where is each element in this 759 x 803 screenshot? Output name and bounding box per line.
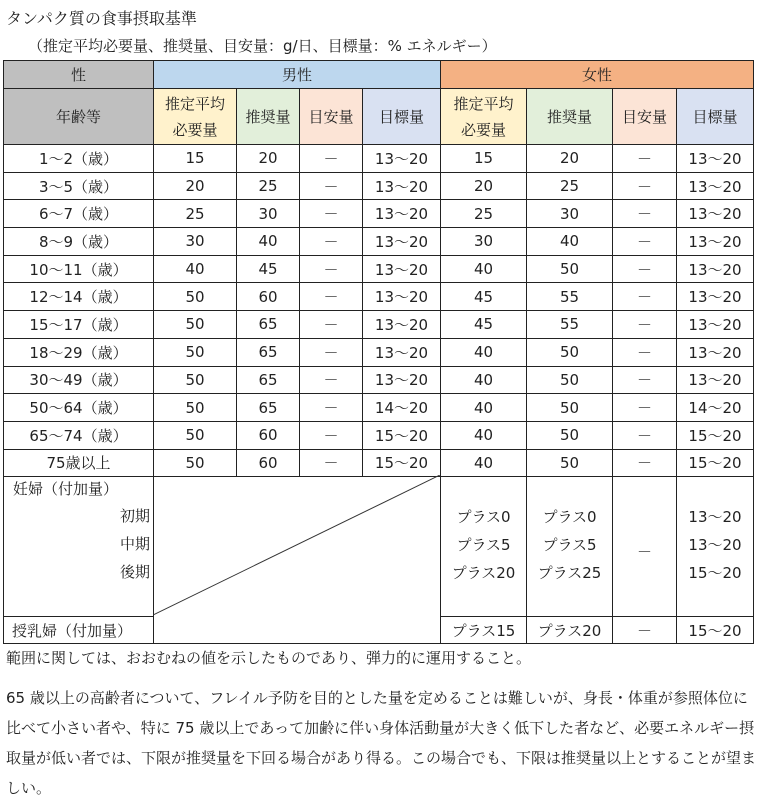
value: プラス25 [537, 564, 602, 583]
cell-f-rda: 55 [527, 283, 613, 311]
cell-f-ai: － [613, 255, 677, 283]
cell-m-ear: 50 [154, 283, 237, 311]
cell-f-dg: 13～20 [677, 172, 754, 200]
pregnant-label-cell [4, 477, 154, 617]
cell-m-rda: 60 [237, 421, 300, 449]
header-male-rda: 推奨量 [237, 89, 300, 145]
value: 13～20 [688, 508, 742, 527]
cell-m-rda: 60 [237, 449, 300, 477]
cell-m-ear: 15 [154, 145, 237, 173]
header-female-ai: 目安量 [613, 89, 677, 145]
cell-age: 12～14（歳） [4, 283, 154, 311]
cell-f-ear: 45 [441, 283, 527, 311]
cell-f-rda: 25 [527, 172, 613, 200]
cell-f-ai: － [613, 394, 677, 422]
cell-f-rda: 50 [527, 449, 613, 477]
cell-m-ai: － [300, 255, 363, 283]
header-row-sex [4, 61, 754, 89]
cell-m-dg: 15～20 [363, 421, 441, 449]
note-range: 範囲に関しては、おおむねの値を示したものであり、弾力的に運用すること。 [6, 649, 532, 667]
cell-f-ear: 40 [441, 449, 527, 477]
table-row [4, 228, 754, 256]
pregnant-label: 妊婦（付加量） [13, 480, 119, 499]
cell-m-rda: 60 [237, 283, 300, 311]
cell-f-dg: 15～20 [677, 421, 754, 449]
cell-m-ear: 20 [154, 172, 237, 200]
header-row-columns [4, 89, 754, 145]
table-row [4, 145, 754, 173]
cell-f-ai: － [613, 172, 677, 200]
cell-f-rda: 50 [527, 366, 613, 394]
cell-f-dg: 14～20 [677, 394, 754, 422]
cell-m-ai: － [300, 200, 363, 228]
table-row [4, 366, 754, 394]
cell-f-ear: 30 [441, 228, 527, 256]
cell-f-dg: 13～20 [677, 283, 754, 311]
cell-m-rda: 65 [237, 338, 300, 366]
cell-f-dg: 13～20 [677, 145, 754, 173]
cell-m-rda: 25 [237, 172, 300, 200]
cell-age: 18～29（歳） [4, 338, 154, 366]
cell-age: 1～2（歳） [4, 145, 154, 173]
cell-m-dg: 13～20 [363, 338, 441, 366]
cell-f-rda: 55 [527, 311, 613, 339]
cell-f-ear: 40 [441, 394, 527, 422]
header-female-ear [441, 89, 527, 145]
cell-f-dg: 13～20 [677, 366, 754, 394]
cell-m-dg: 13～20 [363, 255, 441, 283]
pregnant-mid-label: 中期 [119, 535, 150, 554]
cell-age: 50～64（歳） [4, 394, 154, 422]
protein-intake-table [3, 60, 754, 644]
cell-f-ai: － [613, 283, 677, 311]
cell-f-dg: 15～20 [677, 449, 754, 477]
cell-age: 3～5（歳） [4, 172, 154, 200]
cell-f-dg: 13～20 [677, 228, 754, 256]
cell-m-ear: 40 [154, 255, 237, 283]
table-row [4, 255, 754, 283]
cell-m-rda: 45 [237, 255, 300, 283]
pregnant-dg [677, 477, 754, 617]
cell-m-ai: － [300, 394, 363, 422]
cell-f-ear: 15 [441, 145, 527, 173]
cell-m-dg: 15～20 [363, 449, 441, 477]
cell-age: 75歳以上 [4, 449, 154, 477]
cell-f-rda: 50 [527, 394, 613, 422]
lactating-rda: プラス20 [527, 617, 613, 644]
cell-m-rda: 65 [237, 366, 300, 394]
cell-f-rda: 50 [527, 421, 613, 449]
header-male-ear [154, 89, 237, 145]
value: 13～20 [688, 536, 742, 555]
cell-f-ai: － [613, 200, 677, 228]
header-female-dg: 目標量 [677, 89, 754, 145]
table-row [4, 394, 754, 422]
table-row [4, 421, 754, 449]
cell-m-ai: － [300, 366, 363, 394]
cell-age: 65～74（歳） [4, 421, 154, 449]
cell-m-ai: － [300, 172, 363, 200]
cell-f-ai: － [613, 311, 677, 339]
cell-m-rda: 65 [237, 311, 300, 339]
cell-f-dg: 13～20 [677, 311, 754, 339]
cell-m-ai: － [300, 283, 363, 311]
lactating-ear: プラス15 [441, 617, 527, 644]
cell-age: 6～7（歳） [4, 200, 154, 228]
cell-m-dg: 13～20 [363, 311, 441, 339]
cell-m-ear: 50 [154, 449, 237, 477]
lactating-ai: － [613, 617, 677, 644]
value: プラス0 [456, 508, 511, 527]
cell-f-rda: 30 [527, 200, 613, 228]
cell-m-ai: － [300, 145, 363, 173]
pregnant-late-label: 後期 [119, 563, 150, 582]
cell-f-ai: － [613, 338, 677, 366]
value: プラス20 [451, 564, 516, 583]
cell-m-ear: 50 [154, 338, 237, 366]
table-row [4, 311, 754, 339]
cell-f-ai: － [613, 449, 677, 477]
table-row [4, 449, 754, 477]
cell-f-dg: 13～20 [677, 338, 754, 366]
pregnant-row [4, 477, 754, 617]
cell-m-dg: 13～20 [363, 172, 441, 200]
cell-m-rda: 40 [237, 228, 300, 256]
header-male-ai: 目安量 [300, 89, 363, 145]
pregnant-ai: － [613, 477, 677, 617]
table-row [4, 172, 754, 200]
cell-m-ear: 30 [154, 228, 237, 256]
cell-m-ear: 50 [154, 311, 237, 339]
cell-f-ear: 25 [441, 200, 527, 228]
cell-m-ear: 50 [154, 421, 237, 449]
cell-age: 8～9（歳） [4, 228, 154, 256]
header-sex: 性 [4, 61, 154, 89]
pregnant-ear [441, 477, 527, 617]
cell-m-ear: 50 [154, 366, 237, 394]
page-title: タンパク質の食事摂取基準 [6, 9, 197, 28]
cell-m-rda: 30 [237, 200, 300, 228]
cell-m-dg: 13～20 [363, 228, 441, 256]
cell-f-rda: 50 [527, 338, 613, 366]
cell-f-ai: － [613, 228, 677, 256]
value: 15～20 [688, 564, 742, 583]
cell-age: 15～17（歳） [4, 311, 154, 339]
cell-f-rda: 50 [527, 255, 613, 283]
cell-age: 30～49（歳） [4, 366, 154, 394]
lactating-label: 授乳婦（付加量） [4, 617, 154, 644]
cell-f-dg: 13～20 [677, 200, 754, 228]
cell-f-rda: 20 [527, 145, 613, 173]
note-elderly: 65 歳以上の高齢者について、フレイル予防を目的とした量を定めることは難しいが、身長・体重が参照体位に比べて小さい者や、特に 75 歳以上であって加齢に伴い身体活動量が大きく低下した者など、必要エネルギー摂取量が低い者では、下限が推奨量を下回る場合があり得る。この場合でも、下限は推奨量以上とすることが望ましい。 [6, 689, 757, 797]
cell-f-ai: － [613, 421, 677, 449]
pregnant-rda [527, 477, 613, 617]
cell-m-dg: 13～20 [363, 200, 441, 228]
cell-age: 10～11（歳） [4, 255, 154, 283]
cell-f-rda: 40 [527, 228, 613, 256]
cell-m-dg: 13～20 [363, 145, 441, 173]
cell-m-ai: － [300, 311, 363, 339]
cell-m-dg: 13～20 [363, 366, 441, 394]
cell-m-ai: － [300, 421, 363, 449]
table-row [4, 200, 754, 228]
cell-f-ear: 45 [441, 311, 527, 339]
value: プラス0 [542, 508, 597, 527]
cell-f-ear: 40 [441, 338, 527, 366]
cell-m-ear: 25 [154, 200, 237, 228]
cell-m-dg: 13～20 [363, 283, 441, 311]
header-female: 女性 [441, 61, 754, 89]
cell-f-ear: 20 [441, 172, 527, 200]
cell-m-rda: 65 [237, 394, 300, 422]
value: プラス5 [542, 536, 597, 555]
cell-f-ear: 40 [441, 255, 527, 283]
male-not-applicable-cell [154, 477, 441, 644]
header-male: 男性 [154, 61, 441, 89]
header-ear-line2: 必要量 [460, 120, 506, 139]
header-male-dg: 目標量 [363, 89, 441, 145]
cell-m-ai: － [300, 338, 363, 366]
header-ear-line2: 必要量 [172, 120, 218, 139]
cell-f-ai: － [613, 366, 677, 394]
cell-f-ear: 40 [441, 366, 527, 394]
units-subtitle: （推定平均必要量、推奨量、目安量：g/日、目標量：% エネルギー） [28, 37, 497, 55]
cell-m-dg: 14～20 [363, 394, 441, 422]
cell-m-ai: － [300, 449, 363, 477]
cell-f-ear: 40 [441, 421, 527, 449]
header-ear-line1: 推定平均 [453, 94, 514, 113]
value: プラス5 [456, 536, 511, 555]
cell-f-dg: 13～20 [677, 255, 754, 283]
header-age: 年齢等 [4, 89, 154, 145]
cell-m-rda: 20 [237, 145, 300, 173]
header-female-rda: 推奨量 [527, 89, 613, 145]
lactating-dg: 15～20 [677, 617, 754, 644]
pregnant-early-label: 初期 [119, 507, 150, 526]
header-ear-line1: 推定平均 [164, 94, 225, 113]
cell-f-ai: － [613, 145, 677, 173]
cell-m-ear: 50 [154, 394, 237, 422]
table-row [4, 338, 754, 366]
cell-m-ai: － [300, 228, 363, 256]
table-row [4, 283, 754, 311]
